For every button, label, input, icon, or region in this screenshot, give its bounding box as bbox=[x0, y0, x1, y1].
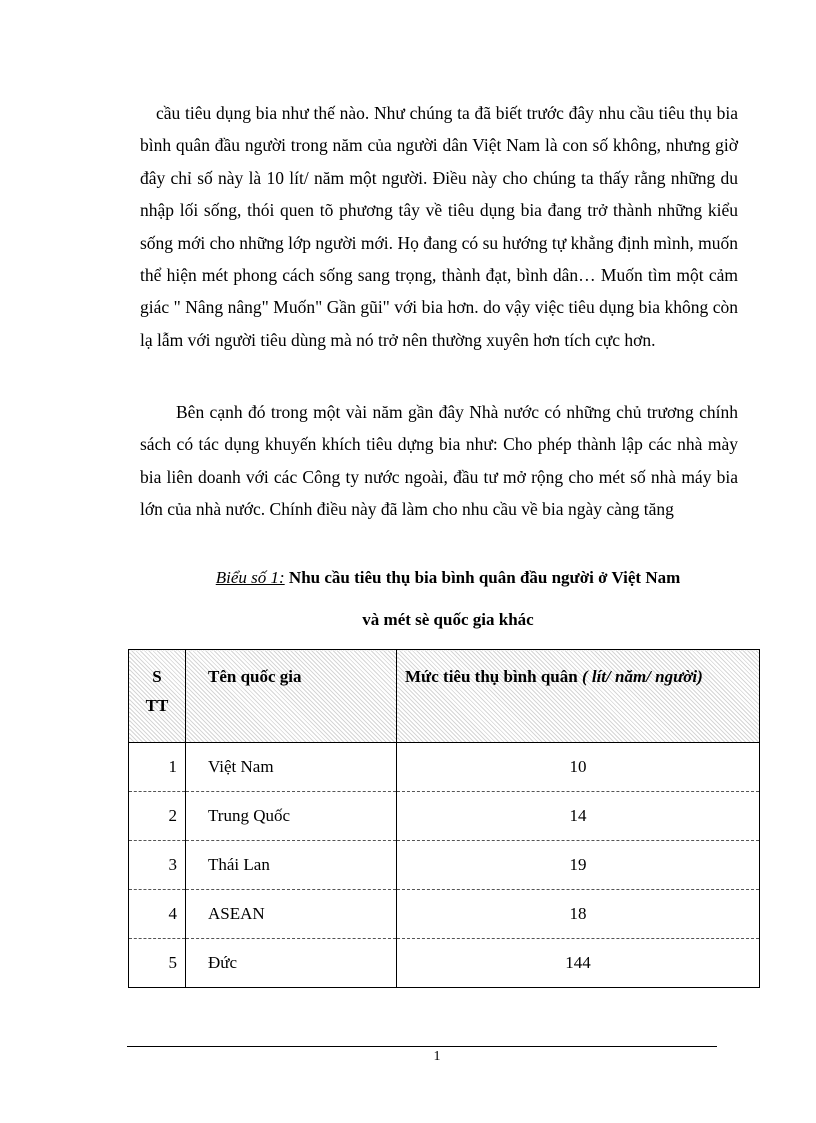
row-stt: 5 bbox=[129, 939, 186, 988]
row-country: Trung Quốc bbox=[186, 792, 397, 841]
table-caption bbox=[128, 568, 768, 588]
row-value: 10 bbox=[397, 743, 760, 792]
row-stt: 4 bbox=[129, 890, 186, 939]
table-caption-title: Nhu cầu tiêu thụ bia bình quân đầu người ở Việt Nam bbox=[288, 568, 681, 587]
row-stt: 3 bbox=[129, 841, 186, 890]
header-consumption bbox=[397, 650, 760, 743]
table-header-row bbox=[129, 650, 760, 743]
table-row bbox=[129, 841, 760, 890]
row-value: 18 bbox=[397, 890, 760, 939]
header-stt-line1: S bbox=[152, 667, 162, 686]
page-number: 1 bbox=[433, 1049, 441, 1064]
row-country: Thái Lan bbox=[186, 841, 397, 890]
header-country: Tên quốc gia bbox=[186, 650, 397, 743]
table-row bbox=[129, 792, 760, 841]
table-row bbox=[129, 890, 760, 939]
table-row bbox=[129, 939, 760, 988]
footer-divider bbox=[127, 1046, 717, 1047]
row-stt: 1 bbox=[129, 743, 186, 792]
table-caption-subtitle: và mét sè quốc gia khác bbox=[362, 610, 534, 629]
row-value: 144 bbox=[397, 939, 760, 988]
consumption-table bbox=[128, 649, 760, 988]
row-country: ASEAN bbox=[186, 890, 397, 939]
table-row bbox=[129, 743, 760, 792]
row-value: 19 bbox=[397, 841, 760, 890]
row-value: 14 bbox=[397, 792, 760, 841]
body-paragraph-1: cầu tiêu dụng bia như thế nào. Như chúng ta đã biết trước đây nhu cầu tiêu thụ bia bình quân đầu người trong năm của người dân Việt Nam là con số không, nhưng giờ đây chỉ số này là 10 lít/ năm một người. Điều này cho chúng ta thấy rằng những du nhập lối sống, thói quen tõ phương tây về tiêu dụng bia đang trở thành những kiểu sống mới cho những lớp người mới. Họ đang có su hướng tự khẳng định mình, muốn thể hiện mét phong cách sống sang trọng, thành đạt, bình dân… Muốn tìm một cảm giác " Nâng nâng" Muốn" Gần gũi" với bia hơn. do vậy việc tiêu dụng bia không còn lạ lẫm với người tiêu dùng mà nó trở nên thường xuyên hơn tích cực hơn. bbox=[140, 103, 738, 350]
body-paragraph-2: Bên cạnh đó trong một vài năm gần đây Nhà nước có những chủ trương chính sách có tác dụng khuyến khích tiêu dựng bia như: Cho phép thành lập các nhà mày bia liên doanh với các Công ty nước ngoài, đầu tư mở rộng cho mét số nhà máy bia lớn của nhà nước. Chính điều này đã làm cho nhu cầu về bia ngày càng tăng bbox=[140, 402, 738, 520]
header-consumption-unit: ( lít/ năm/ người) bbox=[581, 667, 703, 686]
header-stt bbox=[129, 650, 186, 743]
row-country: Việt Nam bbox=[186, 743, 397, 792]
header-stt-line2: TT bbox=[145, 696, 169, 715]
row-country: Đức bbox=[186, 939, 397, 988]
header-consumption-label: Mức tiêu thụ bình quân bbox=[405, 667, 578, 686]
table-caption-label: Biểu số 1: bbox=[215, 568, 285, 587]
row-stt: 2 bbox=[129, 792, 186, 841]
